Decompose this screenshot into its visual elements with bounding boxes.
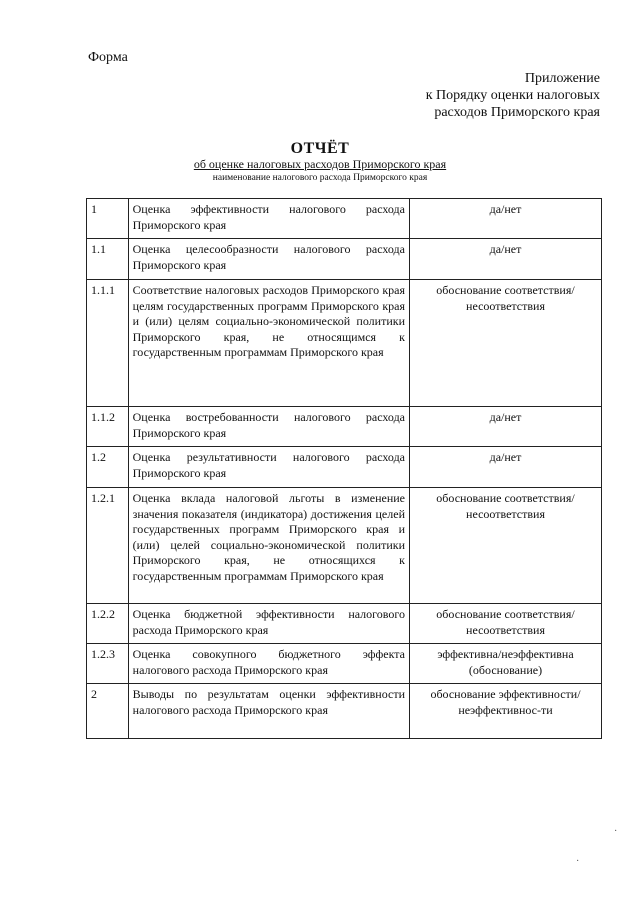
- appendix-block: [400, 70, 600, 121]
- form-label: Форма: [88, 50, 128, 65]
- scan-speck: ·: [614, 826, 618, 837]
- appendix-line: к Порядку оценки налоговых: [425, 88, 600, 103]
- table-row: [87, 407, 602, 447]
- row-number: 1: [87, 199, 129, 239]
- row-number: 1.2.2: [87, 604, 129, 644]
- report-subnote: наименование налогового расхода Приморского края: [212, 173, 428, 183]
- row-description: Оценка совокупного бюджетного эффекта налогового расхода Приморского края: [128, 644, 409, 684]
- row-description: Оценка вклада налоговой льготы в изменение значения показателя (индикатора) достижения целей государственных программ Приморского края и (или) целей социально-экономической политики Приморского края, не относящихся к государственным программам Приморского края: [128, 488, 409, 604]
- row-answer: да/нет: [410, 407, 602, 447]
- row-number: 1.1: [87, 239, 129, 280]
- scan-speck: ·: [576, 856, 580, 867]
- row-answer: да/нет: [410, 199, 602, 239]
- row-answer: да/нет: [410, 239, 602, 280]
- appendix-line: Приложение: [524, 71, 600, 86]
- row-description: Оценка эффективности налогового расхода Приморского края: [128, 199, 409, 239]
- row-answer: эффективна/неэффективна (обоснование): [410, 644, 602, 684]
- row-description: Выводы по результатам оценки эффективности налогового расхода Приморского края: [128, 684, 409, 739]
- report-subtitle-wrap: [0, 157, 640, 172]
- table-row: [87, 280, 602, 407]
- row-answer: да/нет: [410, 447, 602, 488]
- table-row: [87, 644, 602, 684]
- table-row: [87, 199, 602, 239]
- row-number: 1.1.1: [87, 280, 129, 407]
- row-answer: обоснование соответствия/несоответствия: [410, 604, 602, 644]
- row-description: Оценка результативности налогового расхода Приморского края: [128, 447, 409, 488]
- table-row: [87, 604, 602, 644]
- report-subtitle: об оценке налоговых расходов Приморского края: [193, 157, 447, 171]
- row-number: 1.2: [87, 447, 129, 488]
- row-description: Оценка целесообразности налогового расхода Приморского края: [128, 239, 409, 280]
- row-answer: обоснование соответствия/несоответствия: [410, 280, 602, 407]
- table-row: [87, 239, 602, 280]
- row-number: 2: [87, 684, 129, 739]
- row-number: 1.2.3: [87, 644, 129, 684]
- row-number: 1.2.1: [87, 488, 129, 604]
- appendix-line: расходов Приморского края: [434, 105, 600, 120]
- row-description: Оценка бюджетной эффективности налогового расхода Приморского края: [128, 604, 409, 644]
- row-description: Соответствие налоговых расходов Приморского края целям государственных программ Приморского края и (или) целям социально-экономической политики Приморского края, не относящимся к государственным программам Приморского края: [128, 280, 409, 407]
- table-row: [87, 447, 602, 488]
- report-table: [86, 198, 602, 739]
- row-description: Оценка востребованности налогового расхода Приморского края: [128, 407, 409, 447]
- table-row: [87, 684, 602, 739]
- row-answer: обоснование соответствия/несоответствия: [410, 488, 602, 604]
- report-title: ОТЧЁТ: [290, 140, 350, 157]
- row-answer: обоснование эффективности/неэффективнос-ти: [410, 684, 602, 739]
- table-row: [87, 488, 602, 604]
- row-number: 1.1.2: [87, 407, 129, 447]
